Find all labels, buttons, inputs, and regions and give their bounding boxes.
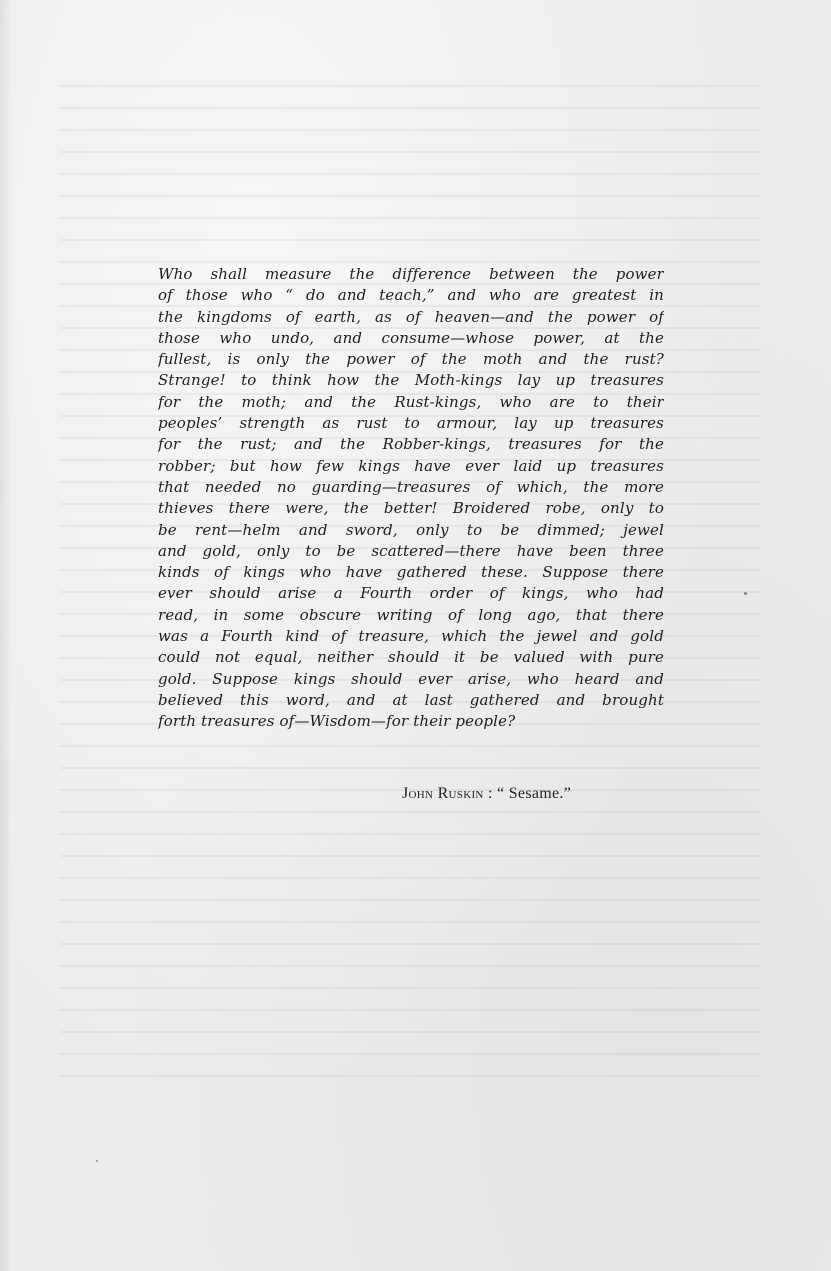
quote-line: for the rust; and the Robber-kings, treasures for the bbox=[158, 435, 664, 454]
quote-line: robber; but how few kings have ever laid up treasures bbox=[158, 456, 664, 475]
quote-line: Who shall measure the difference between the power bbox=[158, 265, 664, 283]
quote-line: those who undo, and consume—whose power, at the bbox=[158, 328, 664, 347]
quote-line: kinds of kings who have gathered these. Suppose there bbox=[158, 563, 664, 582]
spine-shadow bbox=[0, 0, 12, 1271]
ruskin-quotation bbox=[158, 264, 664, 733]
paper-speck bbox=[96, 1160, 98, 1162]
quote-line: for the moth; and the Rust-kings, who are to their bbox=[158, 392, 664, 411]
quote-line: gold. Suppose kings should ever arise, who heard and bbox=[158, 669, 664, 688]
quote-line: be rent—helm and sword, only to be dimmed; jewel bbox=[158, 520, 664, 539]
quote-line: the kingdoms of earth, as of heaven—and the power of bbox=[158, 307, 664, 326]
quote-line: thieves there were, the better! Broidered robe, only to bbox=[158, 499, 664, 518]
quote-line: peoples’ strength as rust to armour, lay up treasures bbox=[158, 414, 664, 433]
quote-line: could not equal, neither should it be valued with pure bbox=[158, 648, 664, 667]
attribution bbox=[402, 785, 571, 803]
quote-line: of those who “ do and teach,” and who are greatest in bbox=[158, 286, 664, 305]
quote-line: forth treasures of—Wisdom—for their people? bbox=[158, 712, 516, 731]
paper-speck bbox=[744, 592, 747, 595]
work-title: “ Sesame.” bbox=[497, 785, 572, 802]
quote-line: that needed no guarding—treasures of which, the more bbox=[158, 477, 664, 496]
quote-line: fullest, is only the power of the moth and the rust? bbox=[158, 350, 664, 369]
author-first-name: John bbox=[402, 785, 434, 802]
quote-line: believed this word, and at last gathered and brought bbox=[158, 690, 664, 709]
author-name bbox=[402, 785, 484, 802]
attribution-separator: : bbox=[483, 785, 498, 802]
quote-line: was a Fourth kind of treasure, which the jewel and gold bbox=[158, 627, 664, 646]
quote-line: and gold, only to be scattered—there have been three bbox=[158, 541, 664, 560]
quote-line: read, in some obscure writing of long ago, that there bbox=[158, 605, 664, 624]
author-last-name: Ruskin bbox=[437, 785, 484, 802]
quote-line: Strange! to think how the Moth-kings lay up treasures bbox=[158, 371, 664, 390]
quote-line: ever should arise a Fourth order of kings, who had bbox=[158, 584, 664, 603]
